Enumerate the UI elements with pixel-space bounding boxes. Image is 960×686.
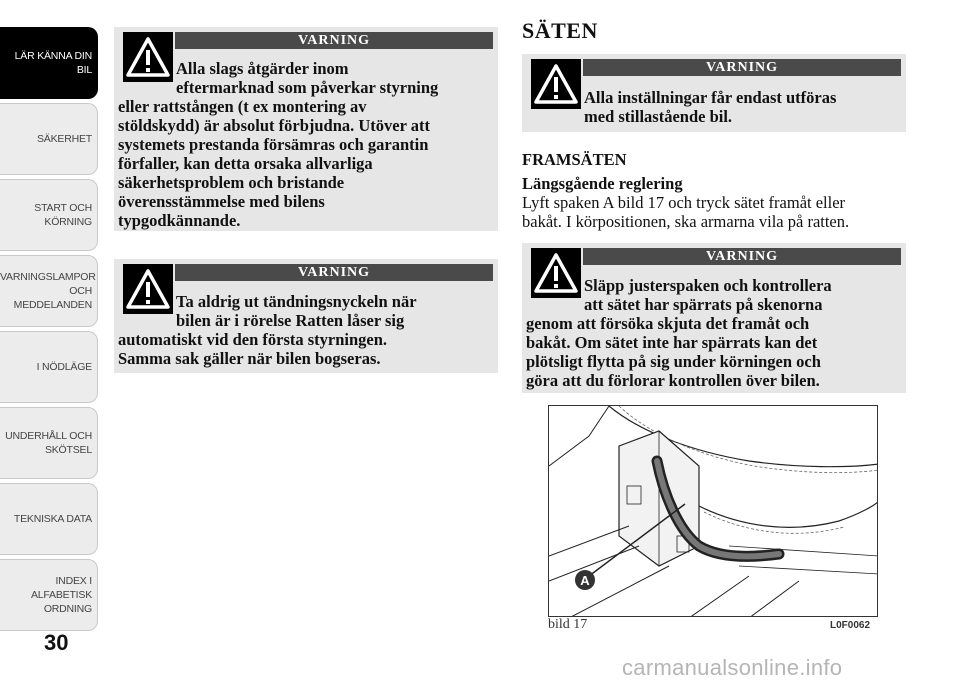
tab-start-och-korning[interactable]: START OCH KÖRNING [0,179,98,251]
tab-i-nodlage[interactable]: I NÖDLÄGE [0,331,98,403]
tab-varningslampor[interactable]: VARNINGSLAMPOR OCH MEDDELANDEN [0,255,98,327]
section-title: SÄTEN [522,18,598,43]
paragraph-body: Lyft spaken A bild 17 och tryck sätet framåt eller bakåt. I körpositionen, ska armarna vila på ratten. [522,193,850,231]
tab-tekniska-data[interactable]: TEKNISKA DATA [0,483,98,555]
figure-caption: bild 17 [548,617,588,632]
tab-lar-kanna-din-bil[interactable]: LÄR KÄNNA DIN BIL [0,27,98,99]
tab-index[interactable]: INDEX I ALFABETISK ORDNING [0,559,98,631]
tab-underhall-och-skotsel[interactable]: UNDERHÅLL OCH SKÖTSEL [0,407,98,479]
warning-box-seat-lock [522,243,906,393]
figure-label-a: A [580,573,590,588]
tab-sakerhet[interactable]: SÄKERHET [0,103,98,175]
figure-code: L0F0062 [830,620,871,631]
warning-text: Släpp justerspaken och kontrollera att sätet har spärrats på skenorna genom att försöka skjuta det framåt och bakåt. Om sätet inte har spärrats kan det plötsligt flytta på sig under körningen och göra att du förlorar kontrollen över bilen. [526,276,832,390]
warning-box-ignition-key [114,259,498,373]
warning-box-adjustments [522,54,906,132]
warning-heading: VARNING [583,59,901,76]
warning-text: Alla slags åtgärder inom eftermarknad som påverkar styrning eller rattstången (t ex montering av stöldskydd) är absolut förbjudna. Utöver att systemets prestanda försämras och garantin förfaller, kan detta orsaka allvarliga säkerhetsproblem och bristande överensstämmelse med bilens typgodkännande. [118,59,439,230]
watermark: carmanualsonline.info [622,655,843,680]
warning-text: Alla inställningar får endast utföras med stillastående bil. [584,88,837,126]
subsection-title: FRAMSÄTEN [522,150,627,169]
warning-heading: VARNING [175,32,493,49]
warning-heading: VARNING [175,264,493,281]
page-number: 30 [44,630,69,655]
seat-lever-illustration [548,405,878,617]
warning-box-steering [114,27,498,231]
warning-text: Ta aldrig ut tändningsnyckeln när bilen är i rörelse Ratten låser sig automatiskt vid den första styrningen. Samma sak gäller när bilen bogseras. [118,292,417,368]
seat-lever-drawing [549,406,878,617]
warning-heading: VARNING [583,248,901,265]
paragraph-title: Längsgående reglering [522,174,683,193]
